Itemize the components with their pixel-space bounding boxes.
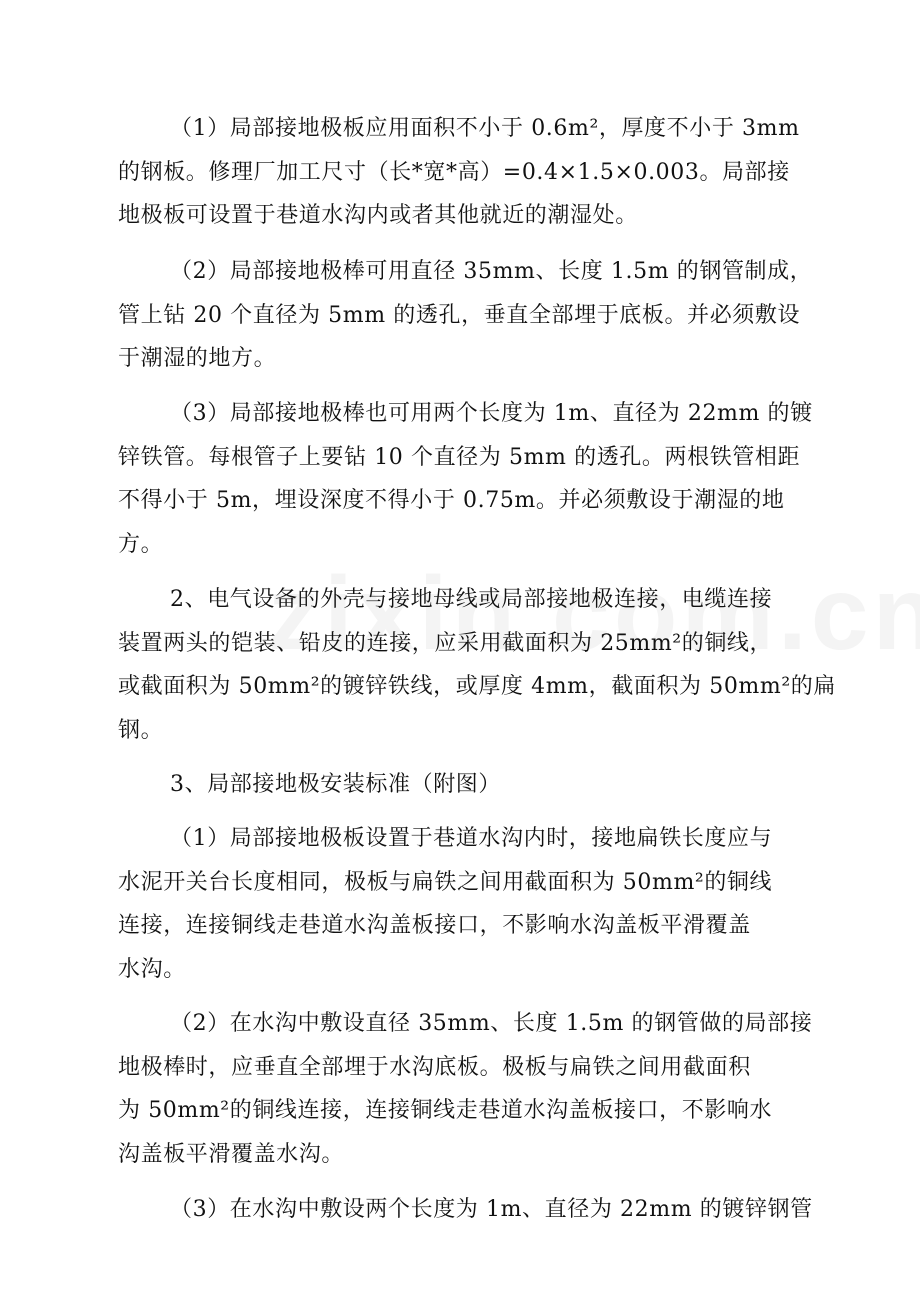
paragraph-line: 水泥开关台长度相同，极板与扁铁之间用截面积为 50mm²的铜线 xyxy=(118,869,773,895)
paragraph-1 xyxy=(118,107,818,238)
paragraph-line: 沟盖板平滑覆盖水沟。 xyxy=(118,1141,345,1167)
paragraph-line: 装置两头的铠装、铅皮的连接，应采用截面积为 25mm²的铜线， xyxy=(118,630,773,656)
paragraph-line: 钢。 xyxy=(118,717,164,743)
paragraph-6 xyxy=(118,817,818,991)
paragraph-line: 连接，连接铜线走巷道水沟盖板接口，不影响水沟盖板平滑覆盖 xyxy=(118,913,751,938)
paragraph-line: 不得小于 5m，埋设深度不得小于 0.75m。并必须敷设于潮湿的地 xyxy=(118,488,785,513)
section-heading: 3、局部接地极安装标准（附图） xyxy=(170,772,501,797)
paragraph-line: （1）局部接地极板应用面积不小于 0.6m²，厚度不小于 3mm xyxy=(170,116,800,141)
paragraph-line: 于潮湿的地方。 xyxy=(118,346,277,371)
paragraph-3 xyxy=(118,392,818,566)
paragraph-line: 2、电气设备的外壳与接地母线或局部接地极连接，电缆连接 xyxy=(170,587,773,612)
paragraph-line: 地极板可设置于巷道水沟内或者其他就近的潮湿处。 xyxy=(118,203,638,228)
paragraph-line: 地极棒时，应垂直全部埋于水沟底板。极板与扁铁之间用截面积 xyxy=(118,1054,751,1080)
paragraph-line: （2）局部接地极棒可用直径 35mm、长度 1.5m 的钢管制成， xyxy=(170,259,813,284)
paragraph-4 xyxy=(118,578,836,752)
paragraph-5 xyxy=(118,763,818,807)
paragraph-line: 或截面积为 50mm²的镀锌铁线，或厚度 4mm，截面积为 50mm²的扁 xyxy=(118,674,836,699)
paragraph-7 xyxy=(118,1002,818,1176)
paragraph-line: （3）在水沟中敷设两个长度为 1m、直径为 22mm 的镀锌钢管 xyxy=(170,1197,813,1222)
paragraph-line: 管上钻 20 个直径为 5mm 的透孔，垂直全部埋于底板。并必须敷设 xyxy=(118,302,801,328)
paragraph-line: （2）在水沟中敷设直径 35mm、长度 1.5m 的钢管做的局部接 xyxy=(170,1011,813,1036)
paragraph-line: 方。 xyxy=(118,531,164,557)
paragraph-line: （3）局部接地极棒也可用两个长度为 1m、直径为 22mm 的镀 xyxy=(170,401,813,426)
paragraph-2 xyxy=(118,250,818,381)
paragraph-line: 为 50mm²的铜线连接，连接铜线走巷道水沟盖板接口，不影响水 xyxy=(118,1098,773,1123)
paragraph-line: 水沟。 xyxy=(118,956,186,982)
paragraph-line: 锌铁管。每根管子上要钻 10 个直径为 5mm 的透孔。两根铁管相距 xyxy=(118,444,801,470)
paragraph-line: 的钢板。修理厂加工尺寸（长*宽*高）=0.4×1.5×0.003。局部接 xyxy=(118,159,790,185)
paragraph-line: （1）局部接地极板设置于巷道水沟内时，接地扁铁长度应与 xyxy=(170,826,773,851)
paragraph-8 xyxy=(118,1188,818,1232)
